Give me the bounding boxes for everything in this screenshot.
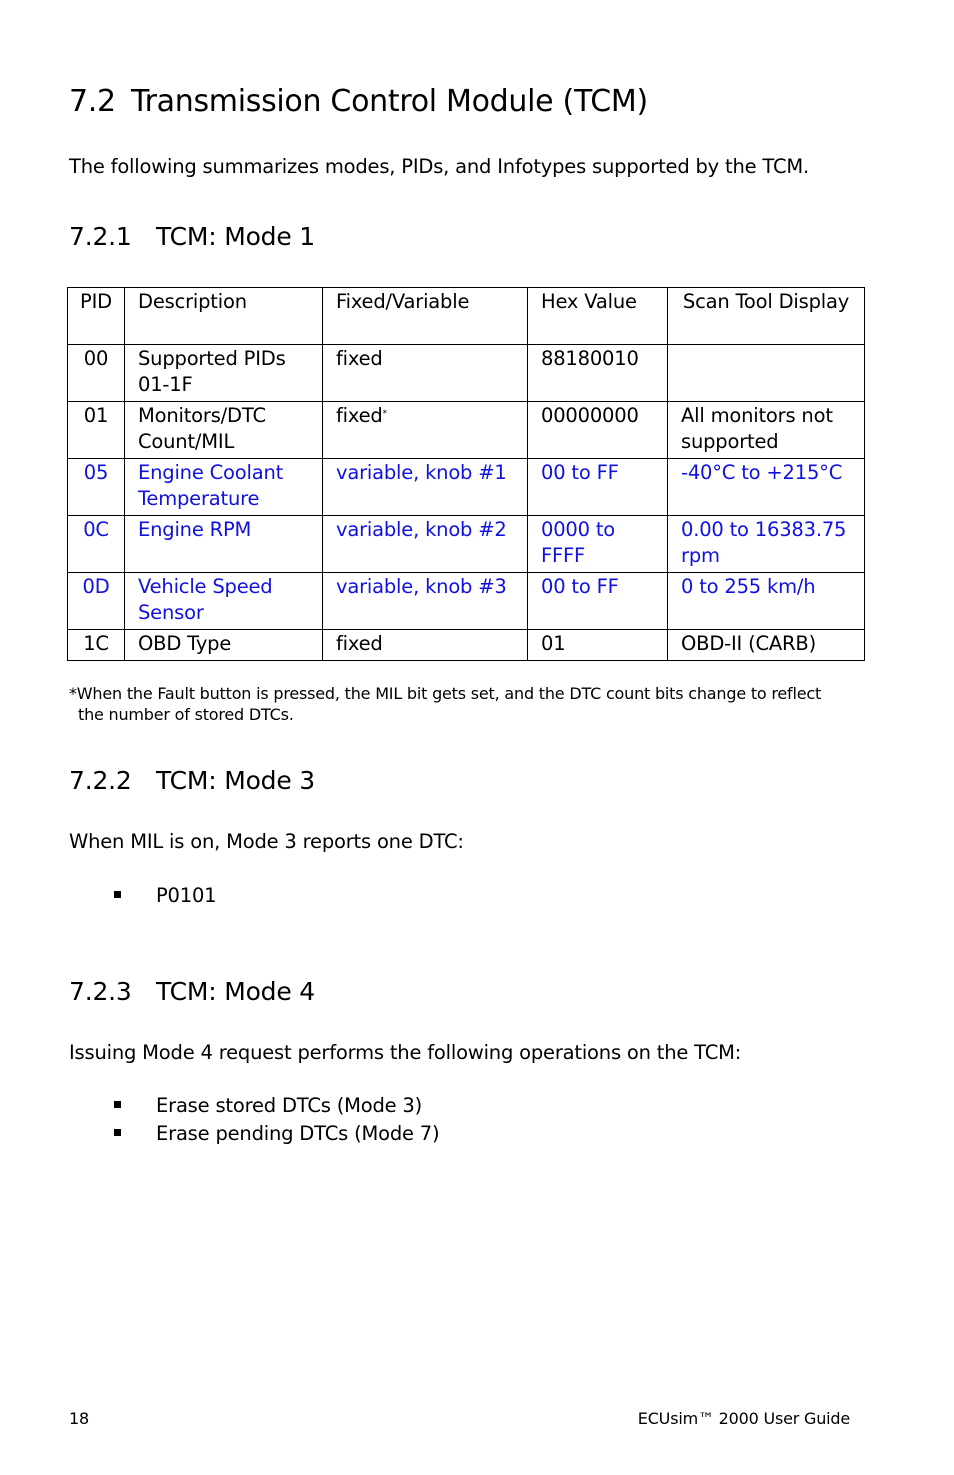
- intro-paragraph: The following summarizes modes, PIDs, and Infotypes supported by the TCM.: [69, 155, 810, 178]
- cell-pid: 0C: [68, 516, 125, 573]
- mode4-heading: [69, 977, 315, 1006]
- cell-description: Engine RPM: [125, 516, 323, 573]
- list-item-text: Erase pending DTCs (Mode 7): [156, 1122, 440, 1145]
- table-footnote: [69, 683, 869, 725]
- cell-fixed-variable: variable, knob #2: [323, 516, 528, 573]
- cell-pid: 00: [68, 345, 125, 402]
- cell-hex-value: 88180010: [528, 345, 668, 402]
- cell-display: [668, 345, 865, 402]
- section-heading: [69, 84, 648, 119]
- mode1-heading: [69, 222, 315, 251]
- section-number: 7.2: [69, 84, 116, 119]
- cell-fixed-variable: fixed: [323, 630, 528, 661]
- header-hex-value: Hex Value: [528, 288, 668, 345]
- cell-display: OBD-II (CARB): [668, 630, 865, 661]
- cell-description: Vehicle Speed Sensor: [125, 573, 323, 630]
- cell-fixed-variable-text: fixed: [336, 404, 383, 427]
- cell-hex-value: 0000 to FFFF: [528, 516, 668, 573]
- cell-hex-value: 01: [528, 630, 668, 661]
- bullet-square-icon: [114, 1129, 121, 1136]
- header-fixed-variable: Fixed/Variable: [323, 288, 528, 345]
- footnote-line-1: *When the Fault button is pressed, the MIL bit gets set, and the DTC count bits change to reflect: [69, 684, 822, 703]
- cell-pid: 0D: [68, 573, 125, 630]
- mode4-title: TCM: Mode 4: [156, 977, 315, 1006]
- mode3-paragraph: When MIL is on, Mode 3 reports one DTC:: [69, 830, 464, 853]
- footnote-line-2: the number of stored DTCs.: [78, 705, 294, 724]
- bullet-square-icon: [114, 1101, 121, 1108]
- mode1-number: 7.2.1: [69, 222, 132, 251]
- cell-pid: 05: [68, 459, 125, 516]
- table-row: [68, 402, 865, 459]
- cell-display: 0.00 to 16383.75 rpm: [668, 516, 865, 573]
- table-row: [68, 573, 865, 630]
- mode4-number: 7.2.3: [69, 977, 132, 1006]
- list-item-text: P0101: [156, 884, 217, 907]
- list-item: [114, 1094, 422, 1117]
- mode3-number: 7.2.2: [69, 766, 132, 795]
- header-description: Description: [125, 288, 323, 345]
- cell-fixed-variable: fixed: [323, 345, 528, 402]
- cell-hex-value: 00 to FF: [528, 459, 668, 516]
- cell-fixed-variable: [323, 402, 528, 459]
- mode3-heading: [69, 766, 315, 795]
- table-header-row: [68, 288, 865, 345]
- cell-display: -40°C to +215°C: [668, 459, 865, 516]
- cell-description: Monitors/DTC Count/MIL: [125, 402, 323, 459]
- table-row: [68, 345, 865, 402]
- footnote-marker: *: [382, 409, 387, 419]
- section-title: Transmission Control Module (TCM): [131, 84, 648, 119]
- cell-description: Supported PIDs 01-1F: [125, 345, 323, 402]
- cell-pid: 1C: [68, 630, 125, 661]
- page-number: 18: [69, 1409, 89, 1428]
- list-item: [114, 1122, 439, 1145]
- cell-hex-value: 00000000: [528, 402, 668, 459]
- cell-display: All monitors not supported: [668, 402, 865, 459]
- cell-description: Engine Coolant Temperature: [125, 459, 323, 516]
- cell-hex-value: 00 to FF: [528, 573, 668, 630]
- table-row: [68, 516, 865, 573]
- mode1-title: TCM: Mode 1: [156, 222, 315, 251]
- cell-fixed-variable: variable, knob #1: [323, 459, 528, 516]
- header-pid: PID: [68, 288, 125, 345]
- mode3-title: TCM: Mode 3: [156, 766, 315, 795]
- bullet-square-icon: [114, 891, 121, 898]
- list-item-text: Erase stored DTCs (Mode 3): [156, 1094, 423, 1117]
- list-item: [114, 884, 216, 907]
- footer-guide-title: ECUsim™ 2000 User Guide: [637, 1409, 850, 1428]
- header-scan-tool-display: Scan Tool Display: [668, 288, 865, 345]
- pid-table: [67, 287, 865, 661]
- table-row: [68, 630, 865, 661]
- cell-description: OBD Type: [125, 630, 323, 661]
- cell-display: 0 to 255 km/h: [668, 573, 865, 630]
- mode4-paragraph: Issuing Mode 4 request performs the following operations on the TCM:: [69, 1041, 742, 1064]
- cell-fixed-variable: variable, knob #3: [323, 573, 528, 630]
- cell-pid: 01: [68, 402, 125, 459]
- table-row: [68, 459, 865, 516]
